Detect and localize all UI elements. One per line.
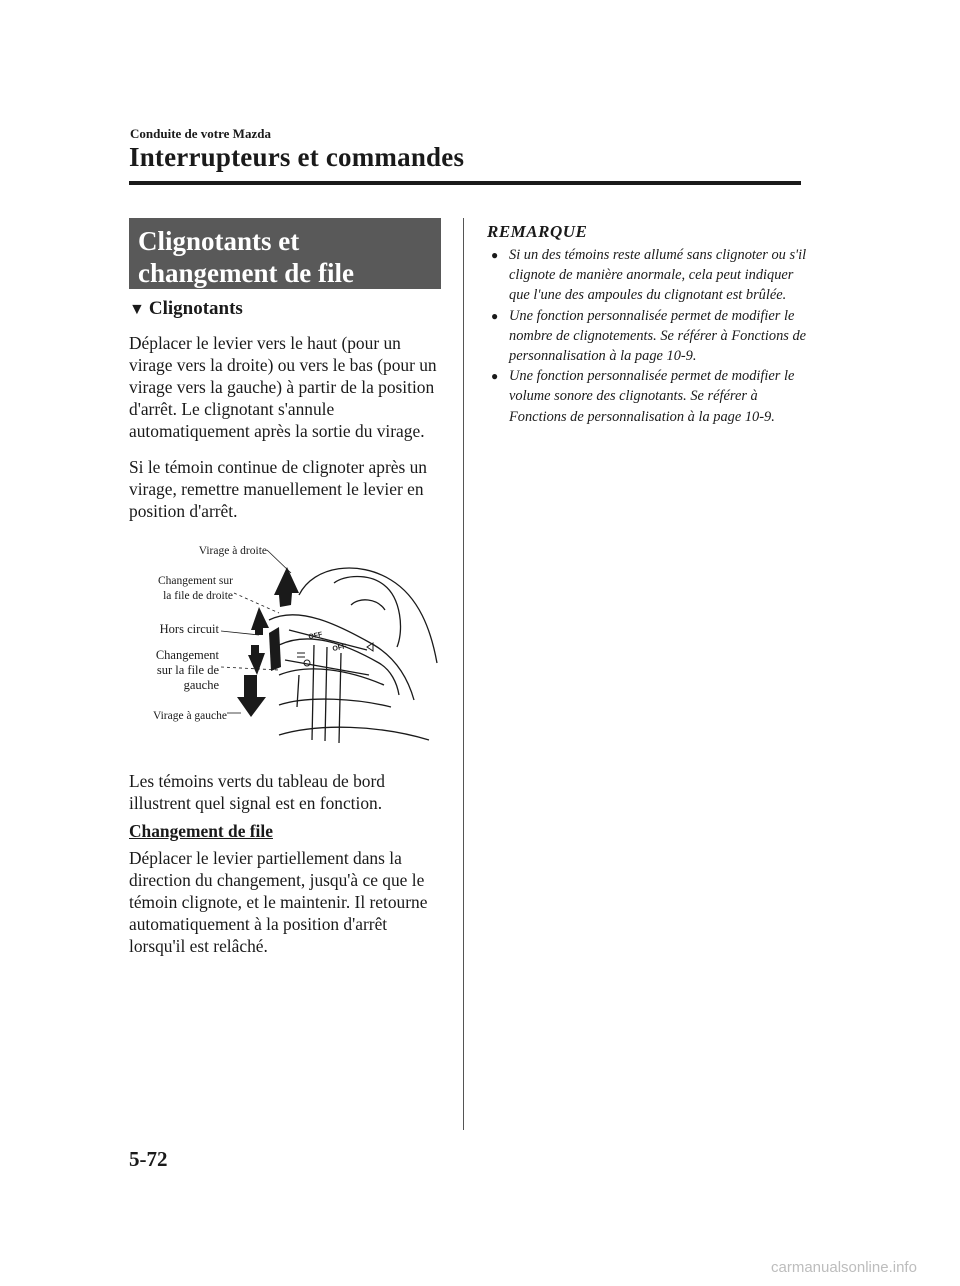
label-lane-right-2: la file de droite	[163, 590, 233, 602]
label-lane-left-1: Changement	[155, 648, 219, 662]
section-heading: Clignotants et changement de file	[138, 226, 354, 288]
header-rule	[129, 181, 801, 185]
down-triangle-icon: ▼	[129, 301, 145, 318]
watermark: carmanualsonline.info	[771, 1259, 917, 1276]
label-lane-left-3: gauche	[183, 678, 219, 692]
column-divider	[463, 218, 464, 1130]
section-label: Conduite de votre Mazda	[130, 126, 271, 141]
remark-item	[487, 306, 807, 367]
subheading-text: Clignotants	[148, 298, 243, 319]
remark-item	[487, 366, 807, 427]
turn-signal-lever-figure	[129, 535, 441, 750]
remark-item	[487, 245, 807, 306]
switch-off-mark-2: OFF	[331, 643, 348, 653]
paragraph-4: Déplacer le levier partiellement dans la direction du changement, jusqu'à ce que le témoin clignote, et le maintenir. Il retourne automatiquement à la position d'arrêt lorsqu'il est relâché.	[129, 848, 428, 956]
label-lane-left-2: sur la file de	[156, 663, 219, 677]
bullet-icon: ●	[491, 248, 499, 262]
page-number: 5-72	[129, 1147, 168, 1171]
subheading-lane-change: Changement de file	[129, 821, 273, 841]
label-right-turn: Virage à droite	[198, 545, 267, 557]
chapter-title: Interrupteurs et commandes	[129, 142, 465, 172]
paragraph-3: Les témoins verts du tableau de bord illustrent quel signal est en fonction.	[129, 771, 385, 813]
section-heading-box	[129, 218, 441, 289]
label-left-turn: Virage à gauche	[152, 710, 227, 722]
remark-item-text: Si un des témoins reste allumé sans clignoter ou s'il clignote de manière anormale, cela peut indiquer que l'une des ampoules du clignotant est brûlée.	[509, 247, 807, 304]
bullet-icon: ●	[491, 308, 499, 323]
remark-item-text: Une fonction personnalisée permet de modifier le nombre de clignotements. Se référer à Fonctions de personnalisation à la page 10-9.	[509, 307, 807, 365]
label-off: Hors circuit	[159, 622, 219, 636]
paragraph-2: Si le témoin continue de clignoter après un virage, remettre manuellement le levier en position d'arrêt.	[129, 457, 427, 521]
remark-item-text: Une fonction personnalisée permet de modifier le volume sonore des clignotants. Se référer à Fonctions de personnalisation à la page 10-9.	[509, 368, 795, 425]
subheading-clignotants	[129, 298, 243, 320]
bullet-icon: ●	[491, 369, 499, 384]
remark-list	[487, 245, 807, 427]
label-lane-right-1: Changement sur	[157, 575, 233, 587]
paragraph-1: Déplacer le levier vers le haut (pour un virage vers la droite) ou vers le bas (pour un virage vers la gauche) à partir de la position d'arrêt. Le clignotant s'annule automatiquement après la sortie du virage.	[129, 333, 437, 441]
switch-off-mark-1: OFF	[307, 631, 324, 641]
remark-title: REMARQUE	[487, 222, 588, 241]
